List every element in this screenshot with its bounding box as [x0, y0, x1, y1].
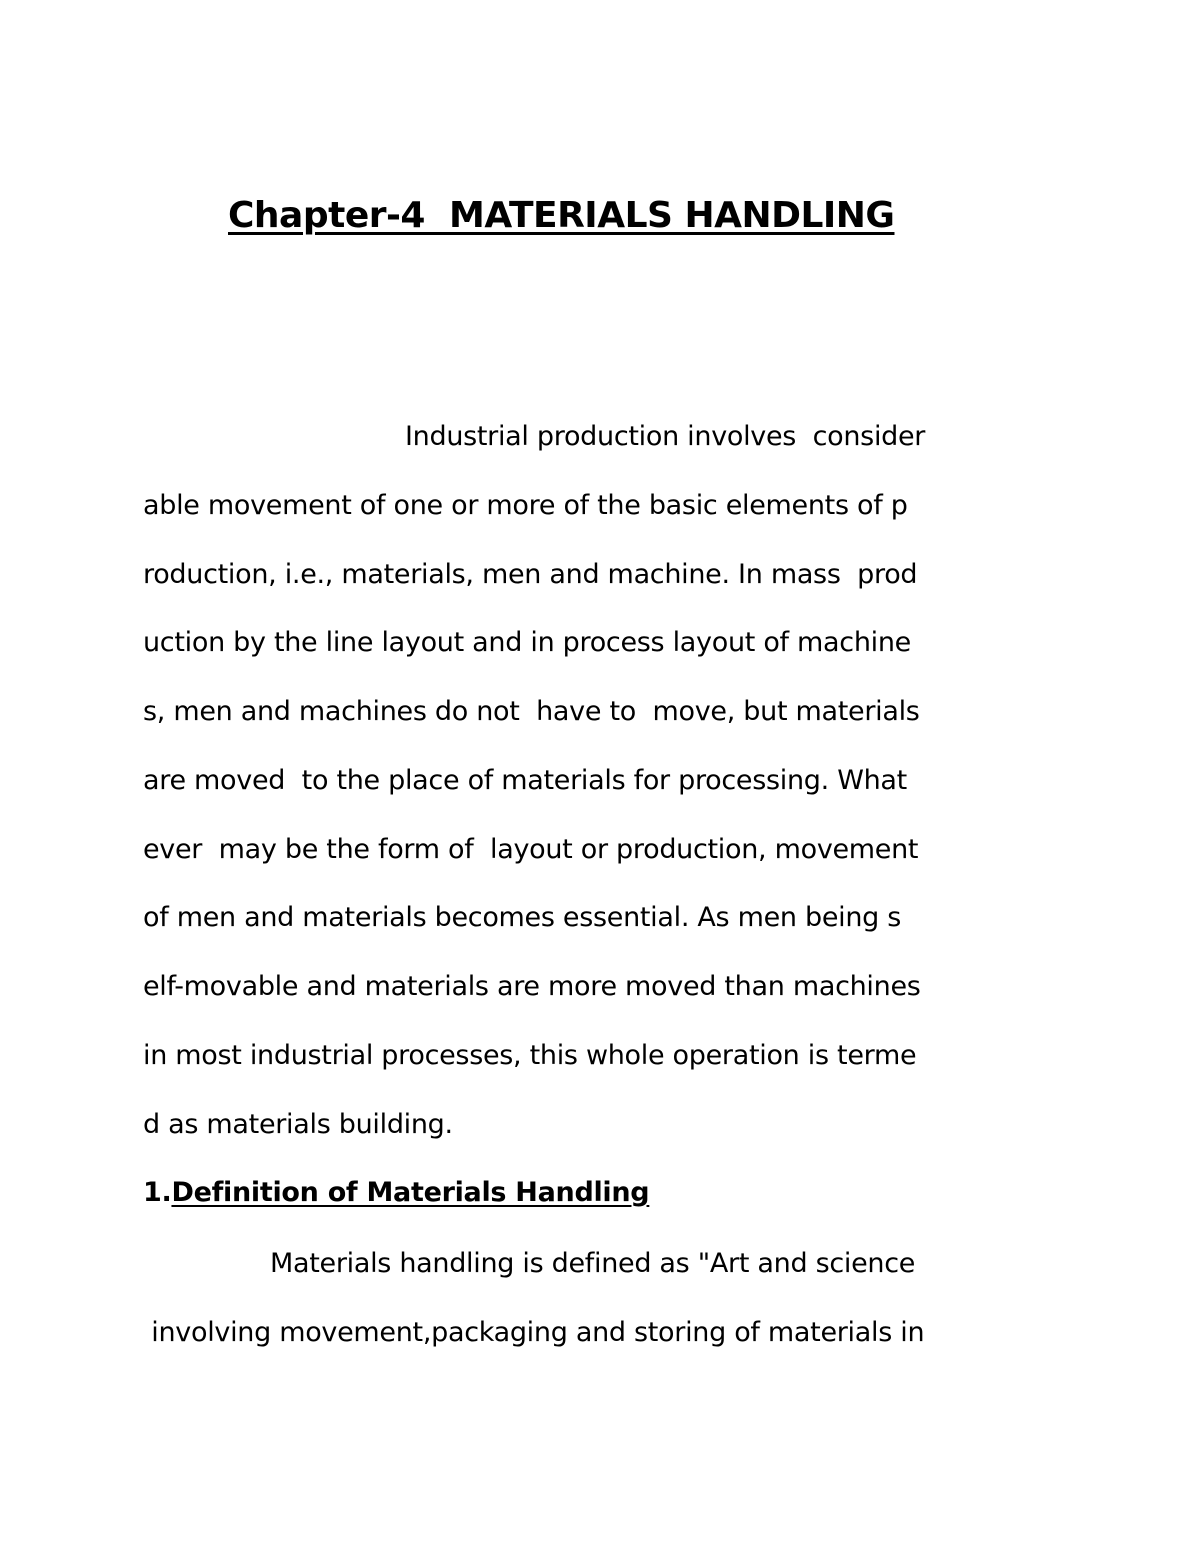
paragraph-line: in most industrial processes, this whole operation is terme	[143, 1040, 917, 1071]
paragraph-line: uction by the line layout and in process layout of machine	[143, 627, 911, 658]
paragraph-line: elf-movable and materials are more moved than machines	[143, 971, 921, 1002]
chapter-title: Chapter-4 MATERIALS HANDLING	[228, 195, 895, 236]
paragraph-line: s, men and machines do not have to move, but materials	[143, 696, 920, 727]
paragraph-line: involving movement,packaging and storing of materials in	[143, 1317, 925, 1348]
paragraph-line: Materials handling is defined as "Art and science	[270, 1248, 916, 1279]
paragraph-line: able movement of one or more of the basic elements of p	[143, 490, 908, 521]
section-number: 1.	[143, 1177, 172, 1208]
section-heading-text: Definition of Materials Handling	[171, 1177, 650, 1208]
section-heading	[143, 1177, 649, 1209]
paragraph-line: roduction, i.e., materials, men and machine. In mass prod	[143, 559, 918, 590]
paragraph-line: Industrial production involves consider	[405, 421, 926, 452]
paragraph-line: ever may be the form of layout or production, movement	[143, 834, 919, 865]
paragraph-line: d as materials building.	[143, 1109, 453, 1140]
paragraph-line: of men and materials becomes essential. As men being s	[143, 902, 902, 933]
paragraph-line: are moved to the place of materials for processing. What	[143, 765, 907, 796]
